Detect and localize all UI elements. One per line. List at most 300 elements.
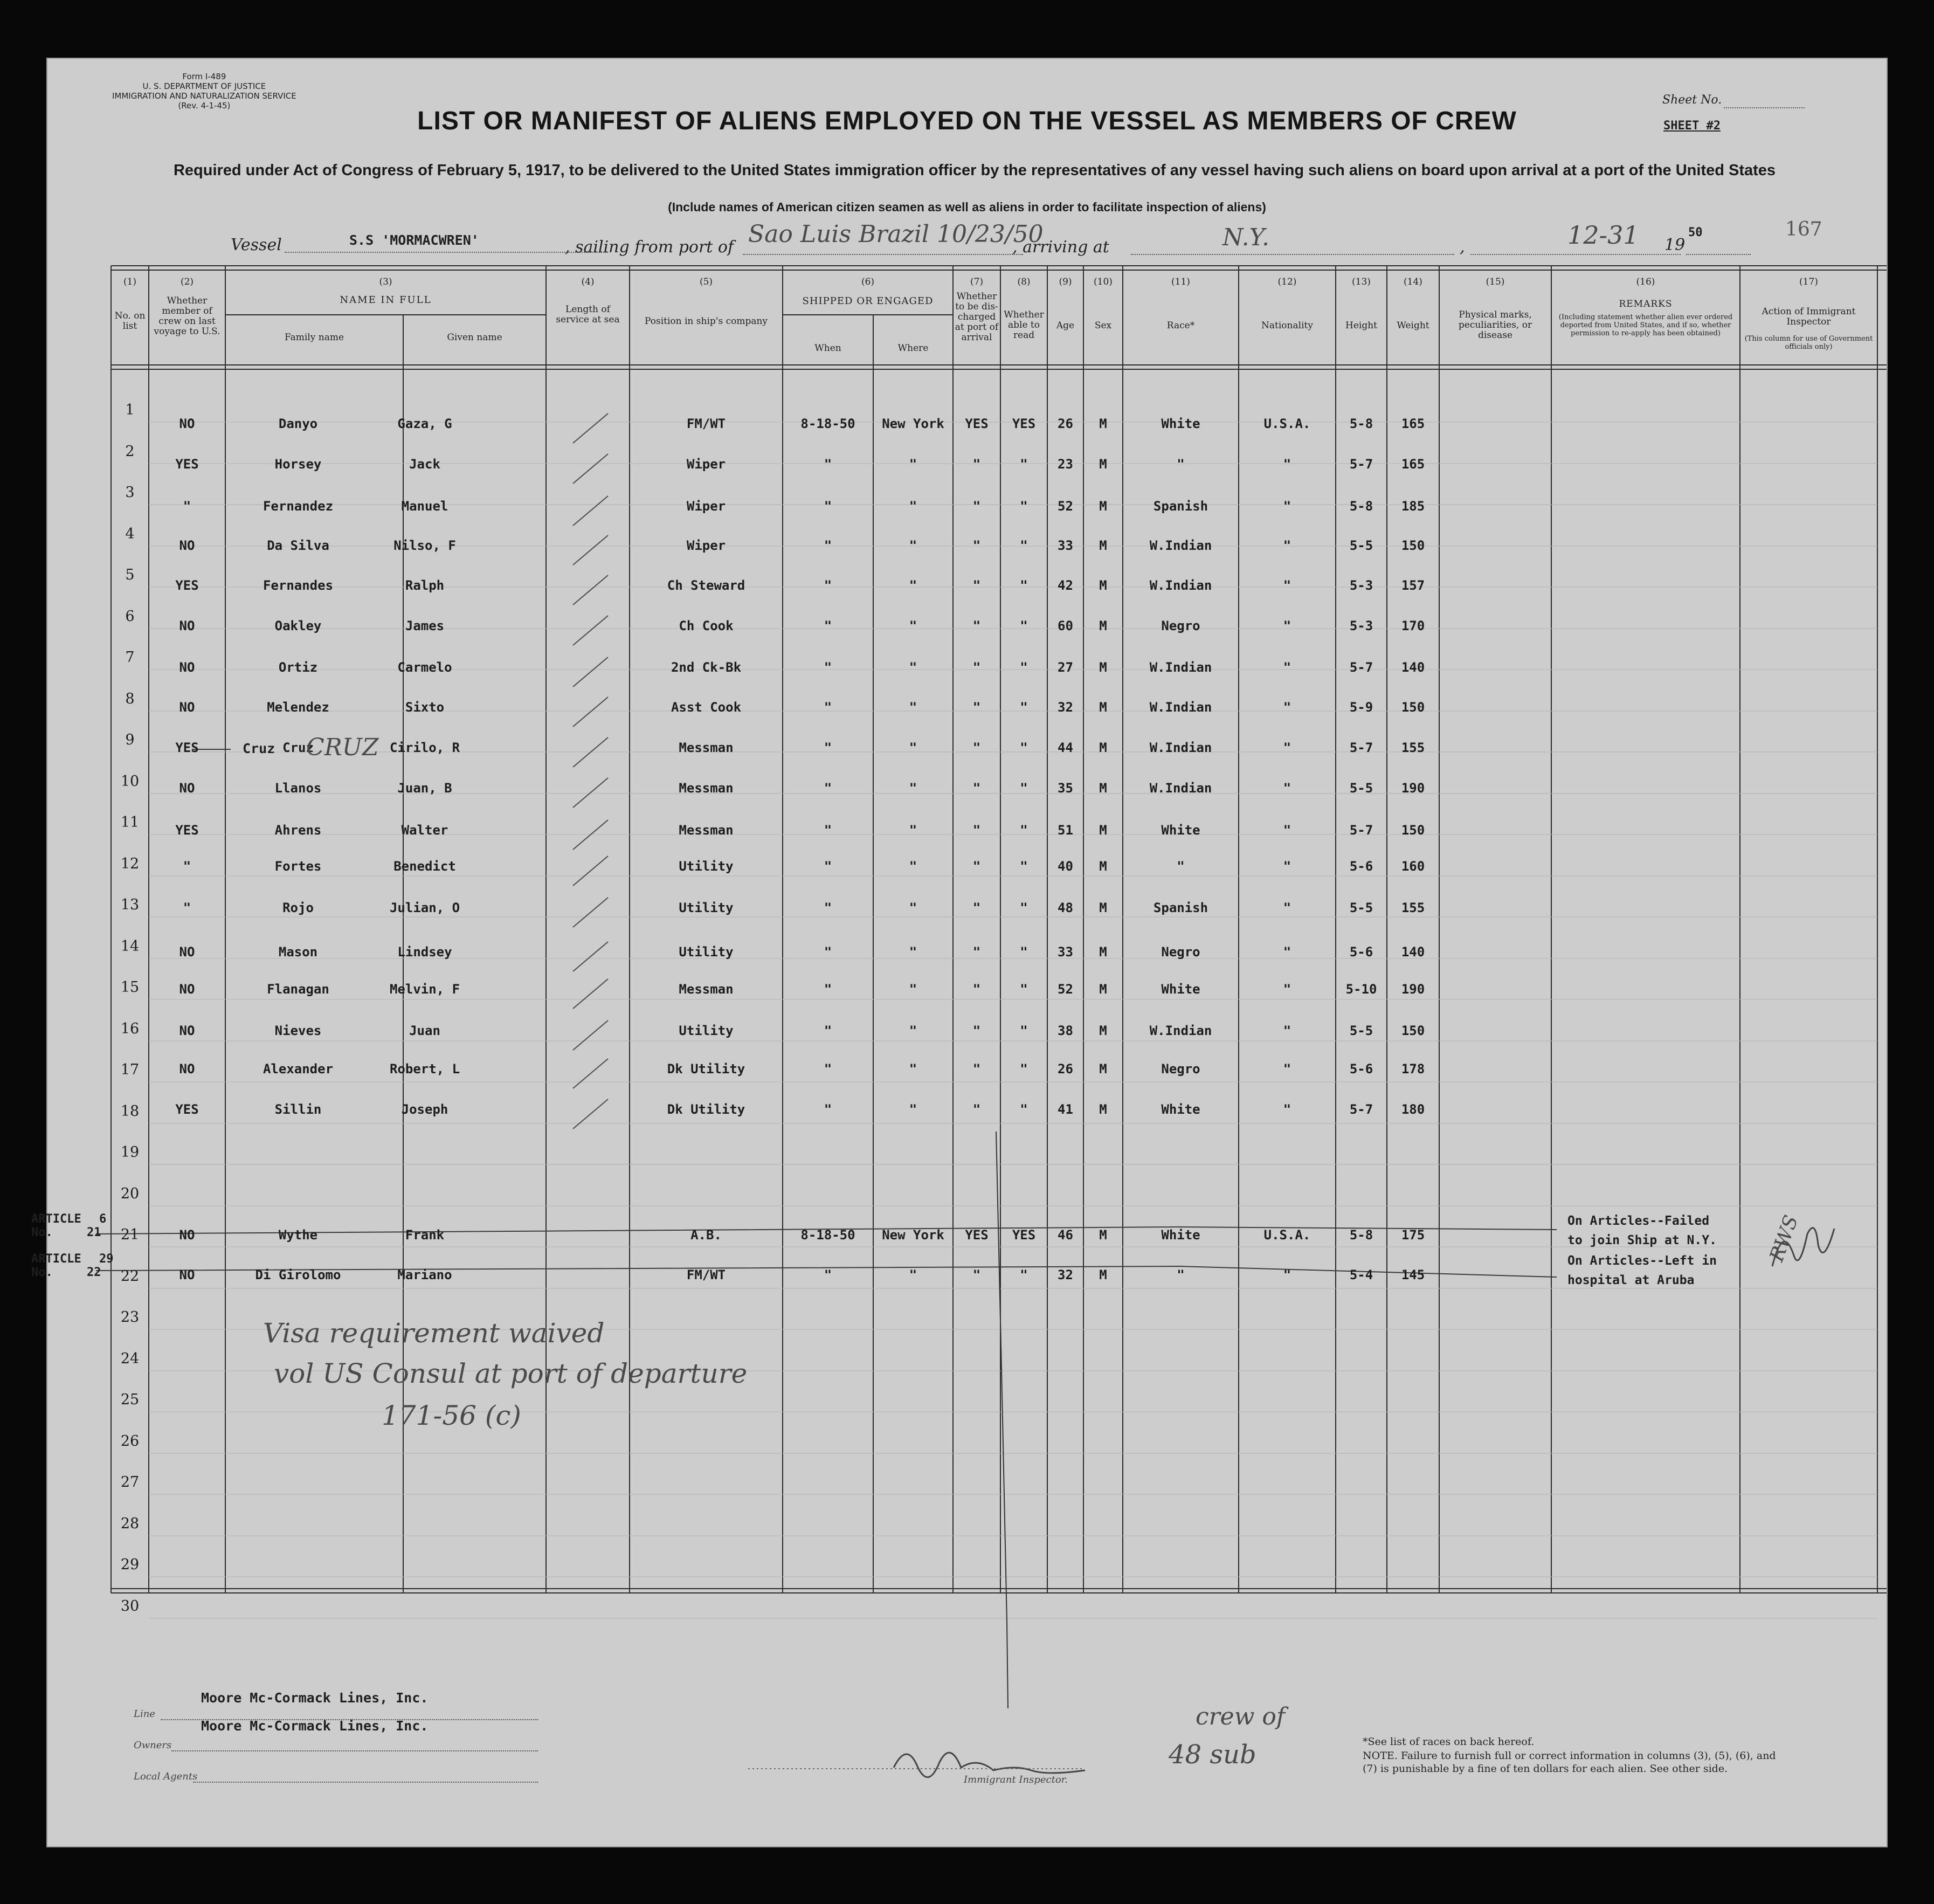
row-number: 9 — [125, 732, 135, 748]
page-title: LIST OR MANIFEST OF ALIENS EMPLOYED ON THE VESSEL AS MEMBERS OF CREW — [417, 107, 1517, 135]
cell-read: " — [1020, 457, 1028, 472]
owners-label: Owners — [134, 1740, 172, 1751]
cell-race: W.Indian — [1149, 781, 1212, 796]
cell-age: 26 — [1058, 1061, 1073, 1077]
cell-family: Horsey — [274, 457, 322, 472]
cell-prev: NO — [179, 538, 195, 553]
cell-where: " — [909, 740, 917, 755]
struck-cell-weight: 145 — [1401, 1267, 1425, 1282]
vessel-label: Vessel — [231, 236, 282, 254]
cell-prev: NO — [179, 1023, 195, 1038]
cell-where: " — [909, 499, 917, 514]
struck-cell-prev: NO — [179, 1267, 195, 1282]
cell-discharged: " — [972, 700, 981, 715]
col-number: (9) — [1059, 277, 1072, 287]
cell-weight: 190 — [1401, 781, 1425, 796]
cell-sex: M — [1099, 1061, 1107, 1077]
cell-height: 5-7 — [1349, 457, 1373, 472]
cell-read: " — [1020, 982, 1028, 997]
cell-given: Sixto — [405, 700, 445, 715]
cell-family: Llanos — [274, 781, 322, 796]
cell-sex: M — [1099, 538, 1107, 553]
cell-age: 27 — [1058, 660, 1073, 675]
col-number: (8) — [1017, 277, 1031, 287]
cell-when: " — [824, 660, 832, 675]
cell-family: Nieves — [274, 1023, 322, 1038]
cell-where: " — [909, 618, 917, 633]
cell-prev: " — [183, 900, 191, 915]
row-number: 3 — [125, 484, 135, 501]
cell-age: 51 — [1058, 823, 1073, 838]
cell-height: 5-6 — [1349, 944, 1373, 960]
cell-prev: YES — [175, 823, 199, 838]
col-number: (3) — [379, 277, 392, 287]
cell-position: Wiper — [686, 538, 726, 553]
cell-position: Wiper — [686, 499, 726, 514]
cell-read: " — [1020, 900, 1028, 915]
cell-position: Dk Utility — [667, 1061, 745, 1077]
col1-header: No. on list — [114, 311, 146, 332]
cell-where: " — [909, 823, 917, 838]
cell-position: FM/WT — [686, 416, 726, 431]
cell-age: 60 — [1058, 618, 1073, 633]
cell-nationality: " — [1283, 700, 1291, 715]
local-agents-label: Local Agents — [134, 1771, 198, 1782]
cell-position: Wiper — [686, 457, 726, 472]
cell-position: Messman — [679, 823, 734, 838]
cell-age: 42 — [1058, 578, 1073, 593]
cell-given: Gaza, G — [397, 416, 452, 431]
cell-race: W.Indian — [1149, 740, 1212, 755]
struck-cell-when: 8-18-50 — [800, 1227, 855, 1243]
cell-read: " — [1020, 578, 1028, 593]
arriving-port: N.Y. — [1222, 224, 1270, 251]
cell-given: Lindsey — [397, 944, 452, 960]
struck-cell-race: " — [1177, 1267, 1185, 1282]
cell-family: Ortiz — [278, 660, 318, 675]
cell-given: Robert, L — [389, 1061, 460, 1077]
col3-given-header: Given name — [447, 332, 502, 343]
cell-when: 8-18-50 — [800, 416, 855, 431]
row-number: 13 — [120, 896, 140, 913]
cell-nationality: " — [1283, 1102, 1291, 1117]
cell-given: James — [405, 618, 445, 633]
row-number: 14 — [120, 937, 140, 955]
stamp-number: 167 — [1785, 218, 1822, 240]
cell-where: New York — [882, 416, 944, 431]
col-number: (14) — [1404, 277, 1422, 287]
cell-read: " — [1020, 660, 1028, 675]
cell-weight: 190 — [1401, 982, 1425, 997]
cell-race: Spanish — [1153, 499, 1208, 514]
col12-header: Nationality — [1261, 320, 1313, 331]
col14-header: Weight — [1397, 320, 1429, 331]
col13-header: Height — [1345, 320, 1377, 331]
cell-weight: 150 — [1401, 823, 1425, 838]
cell-prev: NO — [179, 618, 195, 633]
cell-race: White — [1161, 1102, 1200, 1117]
cell-race: Negro — [1161, 1061, 1200, 1077]
cell-family: Oakley — [274, 618, 322, 633]
col-number: (15) — [1486, 277, 1505, 287]
cell-prev: " — [183, 499, 191, 514]
col5-header: Position in ship's company — [644, 316, 768, 327]
cell-given: Ralph — [405, 578, 445, 593]
sheet-number-value: SHEET #2 — [1663, 119, 1721, 133]
cell-prev: NO — [179, 781, 195, 796]
struck-cell-sex: M — [1099, 1267, 1107, 1282]
row-number: 17 — [120, 1061, 140, 1078]
struck-cell-discharged: " — [972, 1267, 981, 1282]
year-prefix: 19 — [1664, 236, 1686, 254]
cell-read: " — [1020, 781, 1028, 796]
cell-discharged: " — [972, 982, 981, 997]
cell-sex: M — [1099, 859, 1107, 874]
col-number: (11) — [1171, 277, 1190, 287]
col-number: (12) — [1277, 277, 1297, 287]
sheet-number-label: Sheet No. — [1662, 93, 1722, 107]
cell-nationality: " — [1283, 781, 1291, 796]
cell-sex: M — [1099, 823, 1107, 838]
cell-prev: NO — [179, 944, 195, 960]
row-number: 30 — [120, 1597, 140, 1615]
cell-when: " — [824, 618, 832, 633]
cell-height: 5-8 — [1349, 416, 1373, 431]
article-no-label: No. — [31, 1226, 53, 1239]
cell-given: Jack — [409, 457, 440, 472]
cell-sex: M — [1099, 740, 1107, 755]
cell-discharged: " — [972, 578, 981, 593]
row-number: 25 — [120, 1391, 140, 1408]
cell-position: Messman — [679, 781, 734, 796]
cell-prev: " — [183, 859, 191, 874]
cell-given: Benedict — [393, 859, 456, 874]
struck-cell-where: " — [909, 1267, 917, 1282]
row-number: 24 — [120, 1350, 140, 1367]
cell-read: " — [1020, 944, 1028, 960]
col9-header: Age — [1056, 320, 1075, 331]
cell-discharged: " — [972, 618, 981, 633]
cell-discharged: " — [972, 900, 981, 915]
cell-where: " — [909, 859, 917, 874]
struck-cell-prev: NO — [179, 1227, 195, 1243]
cell-nationality: " — [1283, 538, 1291, 553]
cell-prev: NO — [179, 660, 195, 675]
col7-header: Whether to be dis-charged at port of arrival — [955, 291, 999, 343]
row-number: 26 — [120, 1432, 140, 1450]
row-number: 11 — [120, 814, 140, 831]
cell-where: " — [909, 1061, 917, 1077]
cell-read: " — [1020, 618, 1028, 633]
cell-position: Ch Steward — [667, 578, 745, 593]
cell-height: 5-3 — [1349, 578, 1373, 593]
department: U. S. DEPARTMENT OF JUSTICE — [142, 81, 266, 91]
row-number: 21 — [120, 1226, 140, 1243]
cell-weight: 140 — [1401, 944, 1425, 960]
cell-sex: M — [1099, 660, 1107, 675]
inspector-signature — [888, 1735, 1044, 1769]
revision: (Rev. 4-1-45) — [178, 101, 231, 111]
cell-where: " — [909, 457, 917, 472]
inspector-label: Immigrant Inspector. — [964, 1774, 1068, 1785]
cell-race: W.Indian — [1149, 1023, 1212, 1038]
cell-family: Danyo — [278, 416, 318, 431]
struck-cell-age: 32 — [1058, 1267, 1073, 1282]
row-number: 5 — [125, 567, 135, 583]
year-suffix: 50 — [1688, 226, 1703, 239]
visa-note-line2: vol US Consul at port of departure — [274, 1358, 748, 1389]
cell-where: " — [909, 944, 917, 960]
cell-when: " — [824, 982, 832, 997]
row-number: 16 — [120, 1020, 140, 1037]
note-label: NOTE. — [1363, 1750, 1398, 1762]
cell-age: 40 — [1058, 859, 1073, 874]
line-value: Moore Mc-Cormack Lines, Inc. — [201, 1690, 429, 1706]
cell-nationality: " — [1283, 660, 1291, 675]
cell-read: " — [1020, 499, 1028, 514]
col16-header: REMARKS — [1619, 299, 1673, 309]
col8-header: Whether able to read — [1004, 309, 1044, 341]
arriving-label: , arriving at — [1012, 238, 1109, 257]
cell-weight: 140 — [1401, 660, 1425, 675]
cell-nationality: " — [1283, 859, 1291, 874]
cell-when: " — [824, 457, 832, 472]
row-number: 22 — [120, 1267, 140, 1285]
col-number: (4) — [581, 277, 595, 287]
cell-nationality: " — [1283, 499, 1291, 514]
cell-weight: 178 — [1401, 1061, 1425, 1077]
col-number: (13) — [1352, 277, 1371, 287]
struck-remark: On Articles--Left in hospital at Aruba — [1567, 1254, 1717, 1287]
cell-age: 33 — [1058, 538, 1073, 553]
col6-when-header: When — [814, 343, 841, 354]
cell-where: " — [909, 1102, 917, 1117]
cell-weight: 150 — [1401, 700, 1425, 715]
cell-when: " — [824, 1102, 832, 1117]
cell-given: Julian, O — [389, 900, 460, 915]
cell-read: " — [1020, 859, 1028, 874]
handwritten-cruz: CRUZ — [306, 734, 379, 761]
cell-read: " — [1020, 740, 1028, 755]
col11-header: Race* — [1166, 320, 1195, 331]
struck-cell-height: 5-8 — [1349, 1227, 1373, 1243]
cell-sex: M — [1099, 416, 1107, 431]
races-note: *See list of races on back hereof. — [1363, 1736, 1535, 1748]
cell-height: 5-5 — [1349, 900, 1373, 915]
cell-height: 5-7 — [1349, 740, 1373, 755]
cell-age: 52 — [1058, 499, 1073, 514]
cell-nationality: U.S.A. — [1263, 416, 1311, 431]
cell-height: 5-3 — [1349, 618, 1373, 633]
cell-family: Mason — [278, 944, 318, 960]
cell-prev: NO — [179, 982, 195, 997]
cell-discharged: " — [972, 1023, 981, 1038]
cell-height: 5-10 — [1345, 982, 1377, 997]
cell-family: Rojo — [282, 900, 314, 915]
cell-when: " — [824, 859, 832, 874]
line-label: Line — [134, 1708, 155, 1720]
row-number: 12 — [120, 855, 140, 872]
cell-nationality: " — [1283, 457, 1291, 472]
cell-where: " — [909, 1023, 917, 1038]
crew-count-line1: crew of — [1196, 1703, 1286, 1730]
cell-given: Carmelo — [397, 660, 452, 675]
struck-family-name: Cruz — [243, 741, 275, 756]
owners-value: Moore Mc-Cormack Lines, Inc. — [201, 1718, 429, 1734]
cell-prev: NO — [179, 416, 195, 431]
cell-read: " — [1020, 1023, 1028, 1038]
cell-nationality: " — [1283, 1023, 1291, 1038]
struck-cell-position: A.B. — [690, 1227, 722, 1243]
cell-race: Spanish — [1153, 900, 1208, 915]
cell-sex: M — [1099, 1023, 1107, 1038]
row-number: 1 — [125, 402, 135, 418]
col3-family-header: Family name — [284, 332, 344, 343]
article-label — [31, 1212, 106, 1239]
cell-family: Fernandez — [263, 499, 334, 514]
cell-family: Ahrens — [274, 823, 322, 838]
cell-nationality: " — [1283, 578, 1291, 593]
struck-cell-nationality: U.S.A. — [1263, 1227, 1311, 1243]
struck-cell-when: " — [824, 1267, 832, 1282]
cell-race: W.Indian — [1149, 578, 1212, 593]
cell-sex: M — [1099, 1102, 1107, 1117]
col-number: (7) — [970, 277, 984, 287]
cell-where: " — [909, 578, 917, 593]
cell-sex: M — [1099, 900, 1107, 915]
cell-given: Walter — [401, 823, 448, 838]
cell-weight: 155 — [1401, 740, 1425, 755]
cell-race: Negro — [1161, 618, 1200, 633]
cell-read: " — [1020, 700, 1028, 715]
cell-race: " — [1177, 457, 1185, 472]
col3-header: NAME IN FULL — [340, 294, 432, 306]
col-number: (16) — [1636, 277, 1655, 287]
struck-cell-given: Mariano — [397, 1267, 452, 1282]
struck-cell-given: Frank — [405, 1227, 445, 1243]
cell-prev: YES — [175, 457, 199, 472]
note-text: Failure to furnish full or correct information in columns (3), (5), (6), and (7) is punishable by a fine of ten dollars for each alien. See other side. — [1363, 1750, 1776, 1775]
cell-race: White — [1161, 416, 1200, 431]
cell-nationality: " — [1283, 1061, 1291, 1077]
cell-height: 5-6 — [1349, 1061, 1373, 1077]
cell-age: 32 — [1058, 700, 1073, 715]
cell-when: " — [824, 499, 832, 514]
struck-cell-read: " — [1020, 1267, 1028, 1282]
article-word: ARTICLE — [31, 1252, 81, 1266]
cell-nationality: " — [1283, 823, 1291, 838]
cell-age: 44 — [1058, 740, 1073, 755]
struck-remark: On Articles--Failed to join Ship at N.Y. — [1567, 1214, 1717, 1247]
cell-given: Melvin, F — [389, 982, 460, 997]
cell-prev: YES — [175, 740, 199, 755]
cell-age: 48 — [1058, 900, 1073, 915]
cell-family: Fernandes — [263, 578, 334, 593]
cell-read: YES — [1012, 416, 1036, 431]
cell-age: 52 — [1058, 982, 1073, 997]
cell-weight: 165 — [1401, 416, 1425, 431]
struck-cell-age: 46 — [1058, 1227, 1073, 1243]
cell-discharged: " — [972, 944, 981, 960]
col2-header: Whether member of crew on last voyage to U.S. — [154, 295, 220, 337]
cell-race: White — [1161, 823, 1200, 838]
cell-height: 5-7 — [1349, 660, 1373, 675]
row-number: 10 — [120, 772, 140, 790]
cell-family: Cruz — [282, 740, 314, 755]
cell-when: " — [824, 823, 832, 838]
cell-position: 2nd Ck-Bk — [671, 660, 742, 675]
struck-cell-weight: 175 — [1401, 1227, 1425, 1243]
visa-note-line1: Visa requirement waived — [263, 1317, 605, 1349]
cell-when: " — [824, 538, 832, 553]
sailing-label: , sailing from port of — [565, 238, 734, 257]
cell-age: 23 — [1058, 457, 1073, 472]
cell-when: " — [824, 781, 832, 796]
row-number: 18 — [120, 1102, 140, 1120]
cell-position: Asst Cook — [671, 700, 742, 715]
cell-height: 5-8 — [1349, 499, 1373, 514]
struck-cell-height: 5-4 — [1349, 1267, 1373, 1282]
cell-discharged: " — [972, 781, 981, 796]
cell-discharged: " — [972, 457, 981, 472]
cell-nationality: " — [1283, 900, 1291, 915]
cell-sex: M — [1099, 499, 1107, 514]
cell-read: " — [1020, 823, 1028, 838]
cell-given: Juan — [409, 1023, 440, 1038]
cell-where: " — [909, 982, 917, 997]
col6-header: SHIPPED OR ENGAGED — [802, 295, 934, 307]
cell-where: " — [909, 781, 917, 796]
cell-prev: YES — [175, 578, 199, 593]
struck-cell-sex: M — [1099, 1227, 1107, 1243]
cell-position: Messman — [679, 740, 734, 755]
arrival-date: 12-31 — [1567, 220, 1639, 250]
cell-family: Melendez — [267, 700, 329, 715]
cell-weight: 170 — [1401, 618, 1425, 633]
article-number: 6 — [99, 1212, 107, 1226]
cell-weight: 150 — [1401, 1023, 1425, 1038]
row-number: 27 — [120, 1474, 140, 1491]
cell-where: " — [909, 900, 917, 915]
cell-position: Utility — [679, 859, 734, 874]
cell-sex: M — [1099, 578, 1107, 593]
sailing-port: Sao Luis Brazil 10/23/50 — [748, 220, 1044, 248]
cell-race: White — [1161, 982, 1200, 997]
cell-position: Utility — [679, 1023, 734, 1038]
cell-when: " — [824, 740, 832, 755]
crew-count-line2: 48 sub — [1169, 1740, 1256, 1770]
col-number: (2) — [180, 277, 194, 287]
cell-where: " — [909, 660, 917, 675]
cell-race: W.Indian — [1149, 700, 1212, 715]
cell-given: Nilso, F — [393, 538, 456, 553]
cell-given: Joseph — [401, 1102, 448, 1117]
initials: RWS — [1765, 1212, 1803, 1265]
cell-race: W.Indian — [1149, 538, 1212, 553]
page-note: (Include names of American citizen seamen as well as aliens in order to facilitate inspection of aliens) — [668, 200, 1266, 214]
col-number: (1) — [123, 277, 137, 287]
cell-when: " — [824, 1061, 832, 1077]
cell-weight: 157 — [1401, 578, 1425, 593]
cell-nationality: " — [1283, 944, 1291, 960]
cell-discharged: " — [972, 823, 981, 838]
row-number: 2 — [125, 443, 135, 460]
cell-read: " — [1020, 1102, 1028, 1117]
cell-height: 5-5 — [1349, 538, 1373, 553]
cell-discharged: " — [972, 859, 981, 874]
row-number: 19 — [120, 1144, 140, 1161]
cell-where: " — [909, 700, 917, 715]
